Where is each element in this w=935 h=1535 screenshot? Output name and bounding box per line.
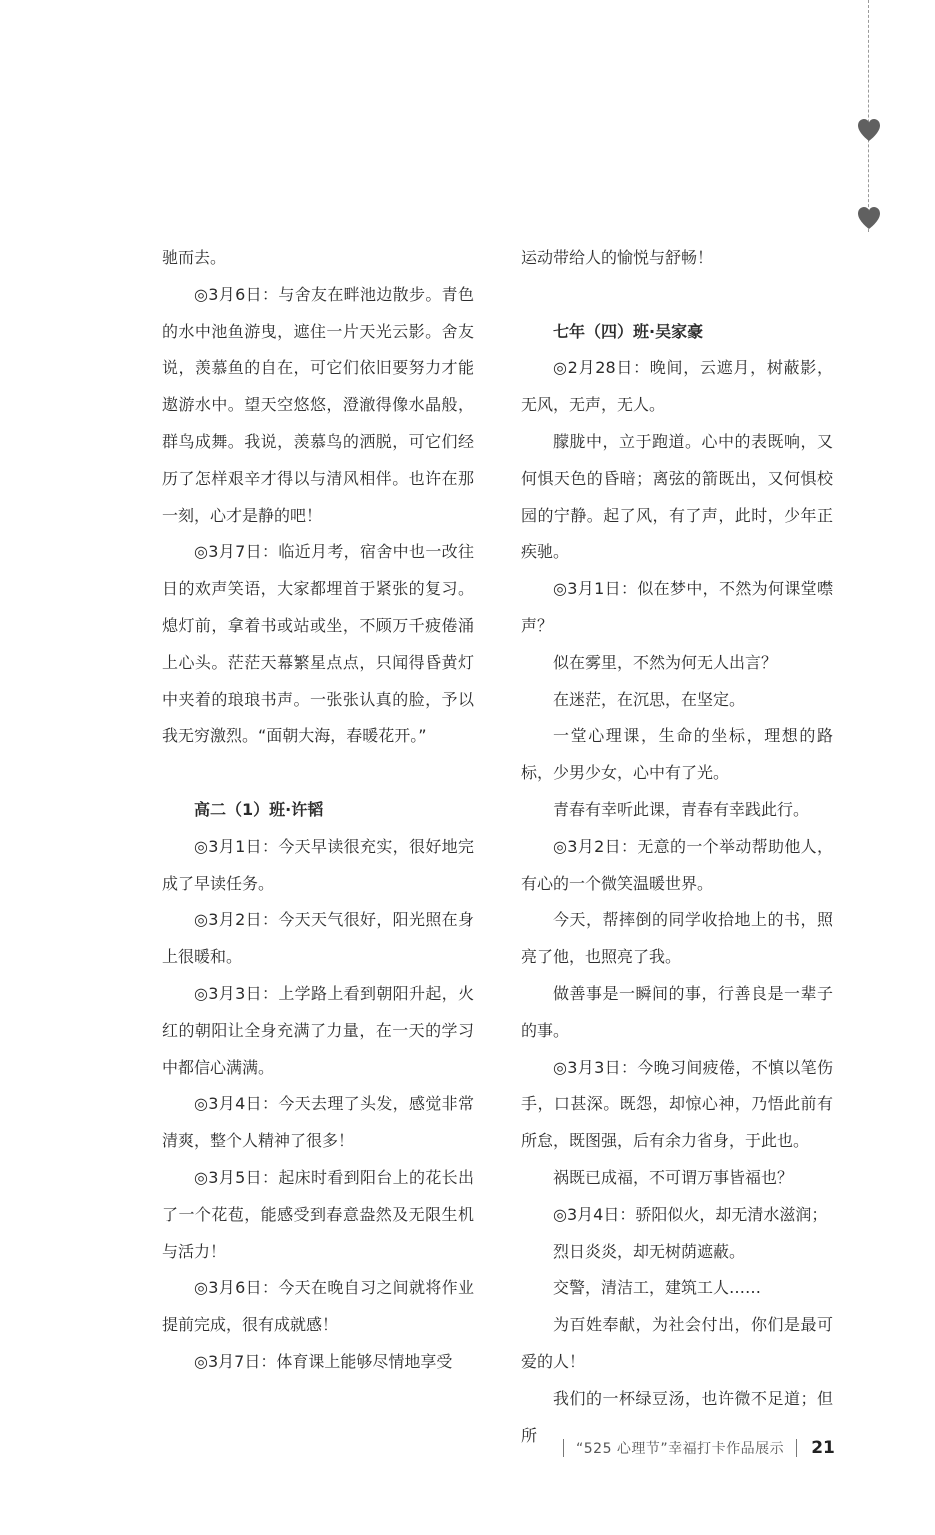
paragraph: 在迷茫，在沉思，在坚定。: [553, 689, 746, 709]
paragraph: 似在雾里，不然为何无人出言？: [553, 652, 778, 672]
page-number: 21: [811, 1438, 835, 1458]
heart-icon: [856, 117, 882, 143]
paragraph: 驰而去。: [162, 248, 227, 267]
diary-entry: ◎3月5日：起床时看到阳台上的花长出了一个花苞，能感受到春意盎然及无限生机与活力！: [162, 1167, 474, 1261]
paragraph: 烈日炎炎，却无树荫遮蔽。: [553, 1241, 746, 1261]
paragraph: 一堂心理课，生命的坐标，理想的路标，少男少女，心中有了光。: [521, 726, 833, 783]
section-heading: 七年（四）班·吴家豪: [553, 321, 704, 341]
footer-title: “525 心理节”幸福打卡作品展示: [576, 1441, 785, 1457]
diary-entry: ◎3月4日：今天去理了头发，感觉非常清爽，整个人精神了很多！: [162, 1094, 474, 1151]
spacer: [162, 755, 474, 792]
page-footer: [563, 1433, 835, 1463]
paragraph: 运动带给人的愉悦与舒畅！: [521, 248, 714, 267]
decorative-dashed-line: [868, 0, 869, 232]
paragraph: 交警，清洁工，建筑工人……: [553, 1278, 762, 1298]
diary-entry: ◎3月7日：体育课上能够尽情地享受: [194, 1351, 453, 1371]
paragraph: 做善事是一瞬间的事，行善良是一辈子的事。: [521, 983, 833, 1040]
diary-entry: ◎3月6日：今天在晚自习之间就将作业提前完成，很有成就感！: [162, 1278, 474, 1335]
paragraph: ◎2月28日：晚间，云遮月，树蔽影，无风，无声，无人。: [521, 358, 833, 415]
paragraph: ◎3月2日：无意的一个举动帮助他人，有心的一个微笑温暖世界。: [521, 836, 833, 893]
spacer: [521, 277, 833, 314]
diary-entry: ◎3月3日：上学路上看到朝阳升起，火红的朝阳让全身充满了力量，在一天的学习中都信心满满。: [162, 983, 474, 1077]
paragraph: 为百姓奉献，为社会付出，你们是最可爱的人！: [521, 1315, 833, 1371]
section-heading: 高二（1）班·许韬: [194, 799, 324, 819]
footer-divider: [796, 1439, 797, 1457]
heart-icon: [856, 205, 882, 231]
diary-entry: ◎3月1日：今天早读很充实，很好地完成了早读任务。: [162, 836, 474, 893]
footer-divider: [563, 1439, 564, 1457]
paragraph: 青春有幸听此课，青春有幸践此行。: [553, 799, 810, 819]
paragraph: ◎3月3日：今晚习间疲倦，不慎以笔伤手，口甚深。既怨，却惊心神，乃悟此前有所怠，既图强，后有余力省身，于此也。: [521, 1057, 833, 1151]
paragraph: ◎3月4日：骄阳似火，却无清水滋润；: [553, 1204, 828, 1224]
diary-entry: ◎3月2日：今天天气很好，阳光照在身上很暖和。: [162, 910, 474, 967]
paragraph: 今天，帮摔倒的同学收拾地上的书，照亮了他，也照亮了我。: [521, 910, 833, 967]
paragraph: ◎3月7日：临近月考，宿舍中也一改往日的欢声笑语，大家都埋首于紧张的复习。熄灯前，拿着书或站或坐，不顾万千疲倦涌上心头。茫茫天幕繁星点点，只闻得昏黄灯中夹着的琅琅书声。一张张认真的脸，予以我无穷激烈。“面朝大海，春暖花开。”: [162, 542, 474, 746]
paragraph: 祸既已成福，不可谓万事皆福也？: [553, 1167, 794, 1187]
right-column: [521, 240, 833, 1454]
paragraph: 我们的一杯绿豆汤，也许微不足道；但所: [521, 1388, 833, 1445]
paragraph: ◎3月6日：与舍友在畔池边散步。青色的水中池鱼游曳，遮住一片天光云影。舍友说，羡慕鱼的自在，可它们依旧要努力才能遨游水中。望天空悠悠，澄澈得像水晶般，群鸟成舞。我说，羡慕鸟的洒脱，可它们经历了怎样艰辛才得以与清风相伴。也许在那一刻，心才是静的吧！: [162, 284, 474, 525]
paragraph: ◎3月1日：似在梦中，不然为何课堂噤声？: [521, 579, 833, 635]
paragraph: 朦胧中，立于跑道。心中的表既响，又何惧天色的昏暗；离弦的箭既出，又何惧校园的宁静。起了风，有了声，此时，少年正疾驰。: [521, 431, 833, 562]
left-column: [162, 240, 474, 1381]
